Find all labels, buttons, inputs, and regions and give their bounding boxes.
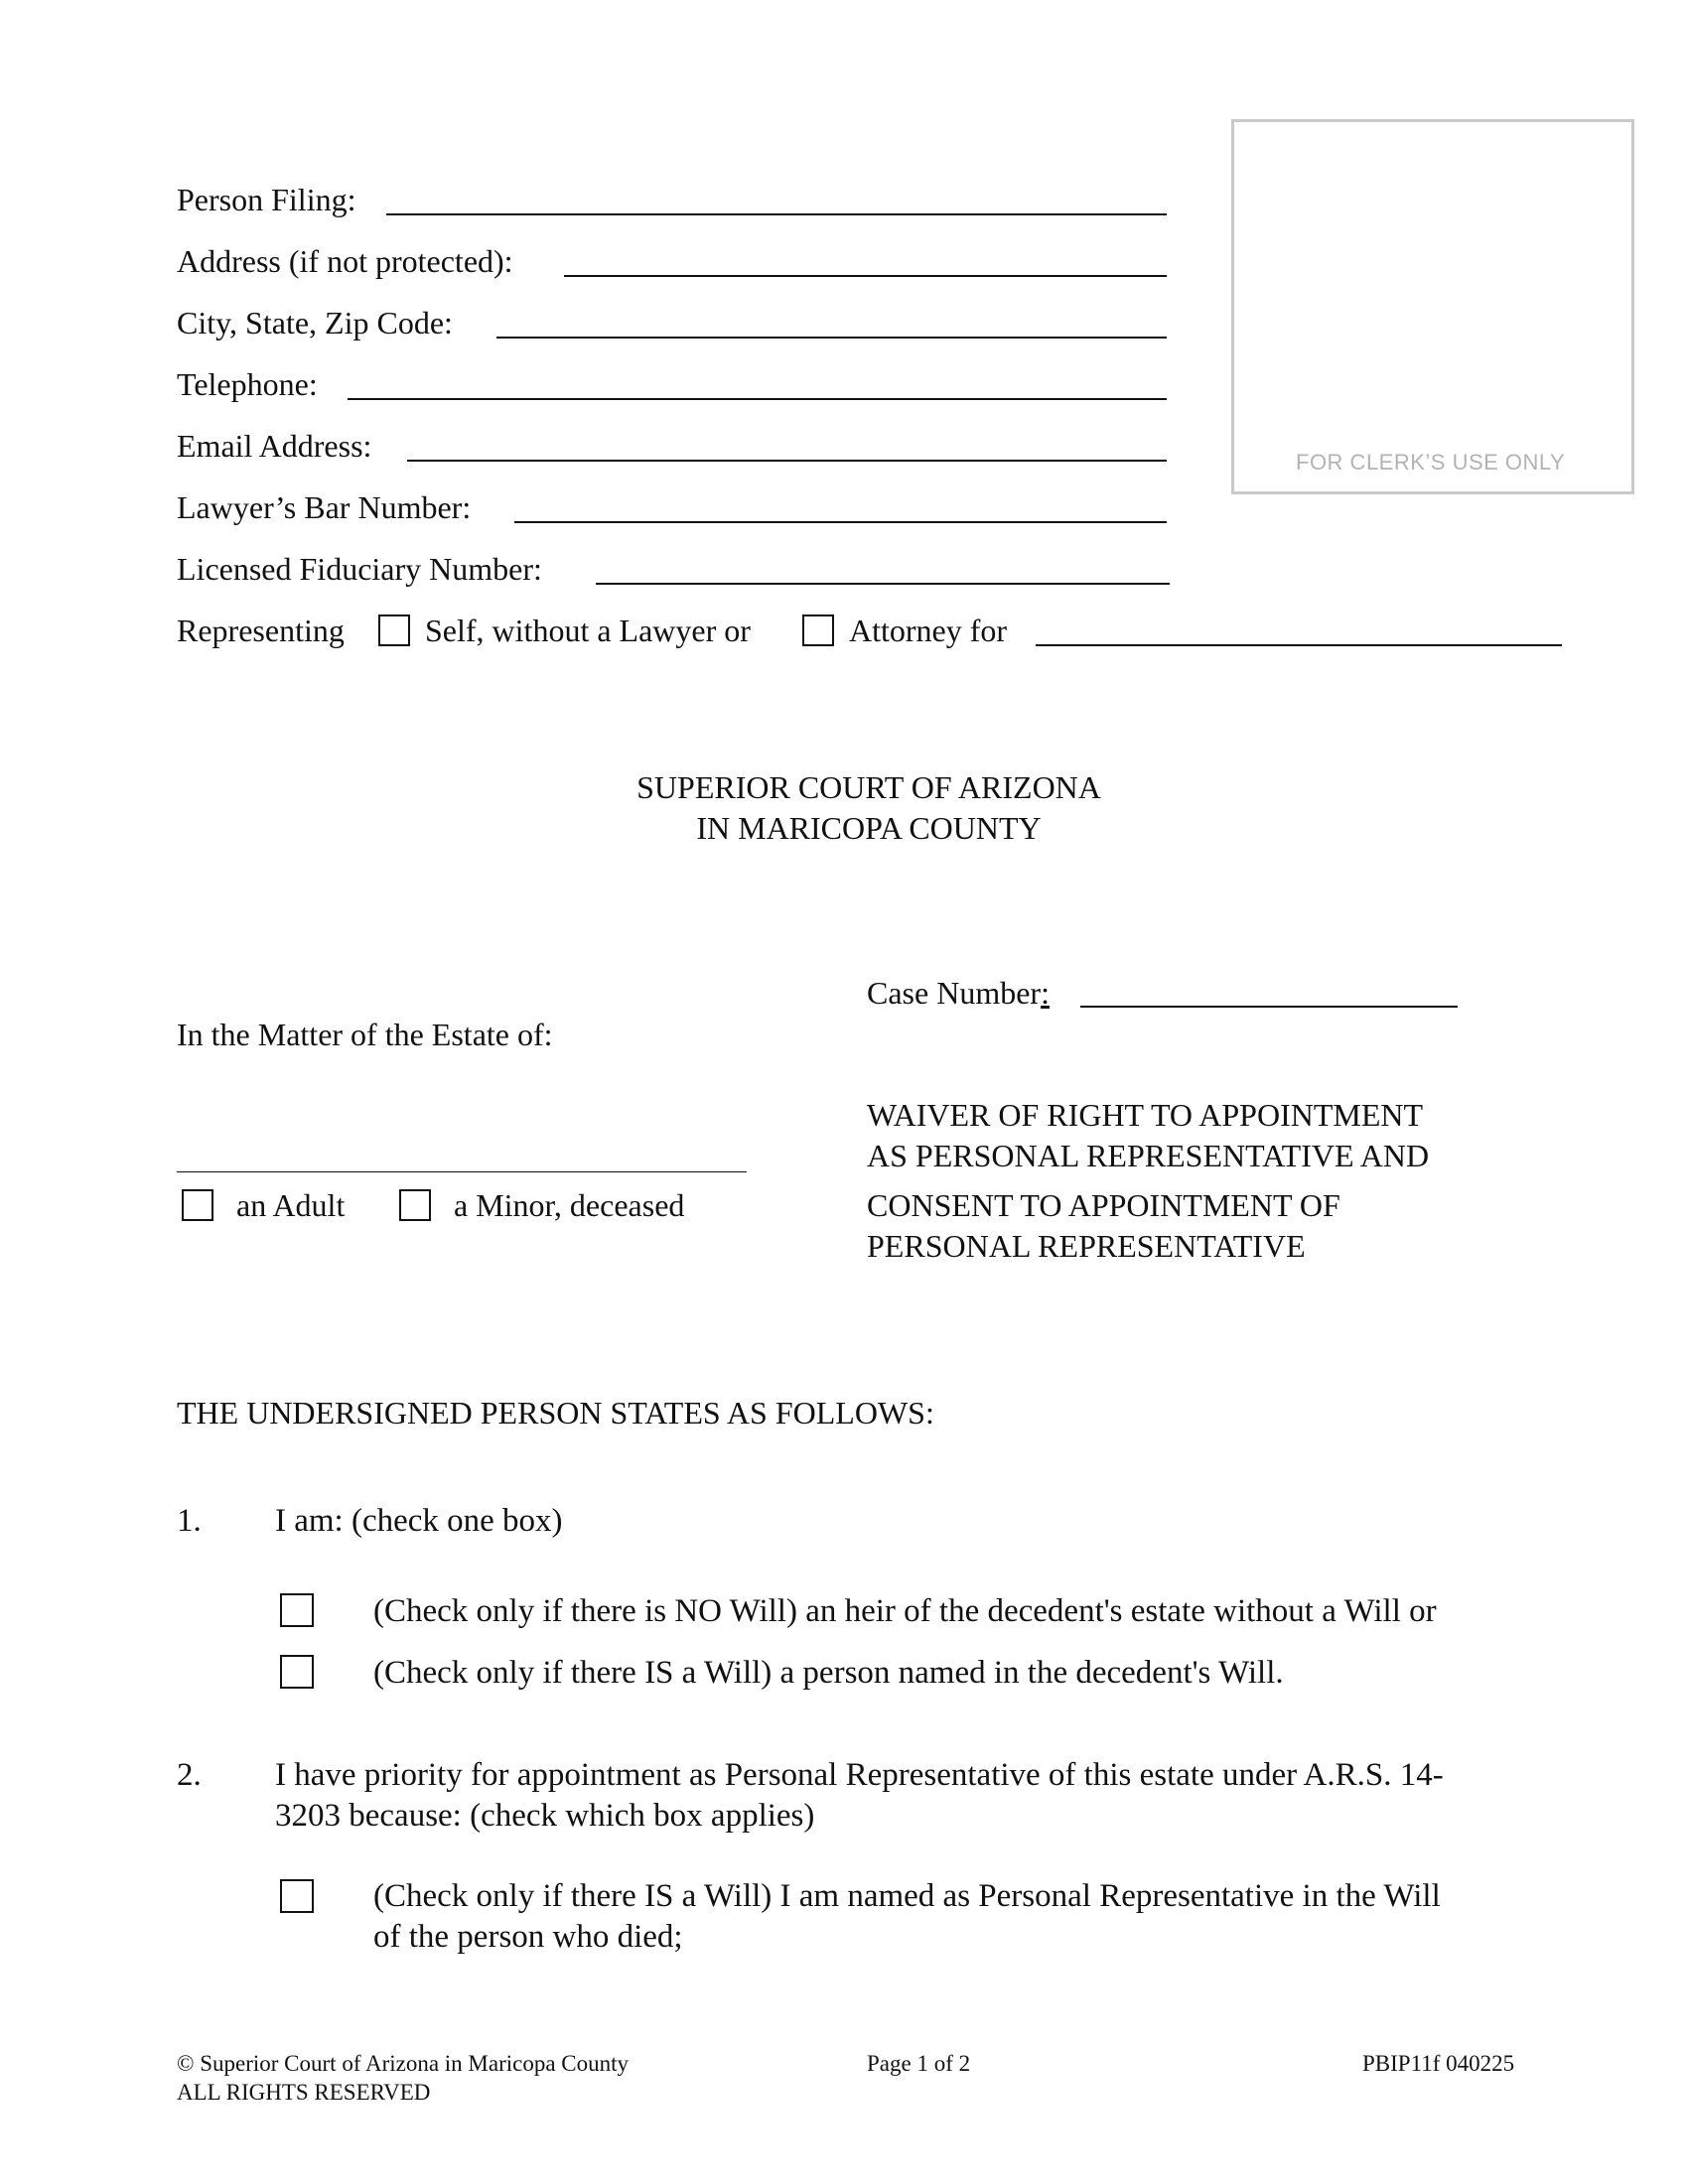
self-checkbox[interactable] <box>378 614 410 646</box>
court-county: IN MARICOPA COUNTY <box>696 810 1042 846</box>
court-name: SUPERIOR COURT OF ARIZONA <box>636 769 1101 805</box>
self-option-label: Self, without a Lawyer or <box>425 613 751 648</box>
item-1-number: 1. <box>177 1503 202 1539</box>
will-named-person-checkbox[interactable] <box>280 1655 314 1689</box>
title-line-3: CONSENT TO APPOINTMENT OF <box>867 1187 1340 1223</box>
case-number-colon: : <box>1041 975 1050 1011</box>
person-filing-label: Person Filing: <box>177 182 356 217</box>
item-2-number: 2. <box>177 1757 202 1793</box>
email-field[interactable] <box>407 460 1167 462</box>
attorney-for-field[interactable] <box>1036 644 1562 646</box>
fiduciary-number-field[interactable] <box>596 583 1170 585</box>
footer-page-number: Page 1 of 2 <box>867 2051 971 2076</box>
item-2-text-line-1: I have priority for appointment as Personal Representative of this estate under A.R.S. 14- <box>275 1757 1444 1793</box>
case-number-label-text: Case Number <box>867 975 1042 1011</box>
item-2-text-line-2: 3203 because: (check which box applies) <box>275 1798 815 1834</box>
footer-copyright: © Superior Court of Arizona in Maricopa County <box>177 2051 630 2076</box>
minor-option-label: a Minor, deceased <box>454 1187 685 1223</box>
city-state-zip-field[interactable] <box>496 337 1167 339</box>
named-pr-checkbox[interactable] <box>280 1879 314 1913</box>
will-named-person-label: (Check only if there IS a Will) a person named in the decedent's Will. <box>373 1655 1284 1691</box>
footer-rights: ALL RIGHTS RESERVED <box>177 2080 431 2105</box>
title-line-1: WAIVER OF RIGHT TO APPOINTMENT <box>867 1097 1424 1133</box>
named-pr-label-line-2: of the person who died; <box>373 1919 683 1955</box>
address-label: Address (if not protected): <box>177 243 513 279</box>
email-label: Email Address: <box>177 428 372 464</box>
person-filing-field[interactable] <box>386 213 1167 215</box>
item-1-text: I am: (check one box) <box>275 1503 563 1539</box>
no-will-heir-label: (Check only if there is NO Will) an heir of the decedent's estate without a Will or <box>373 1593 1437 1629</box>
statement-heading: THE UNDERSIGNED PERSON STATES AS FOLLOWS: <box>177 1395 934 1431</box>
matter-label: In the Matter of the Estate of: <box>177 1017 553 1052</box>
bar-number-label: Lawyer’s Bar Number: <box>177 489 472 525</box>
address-field[interactable] <box>564 275 1167 277</box>
adult-checkbox[interactable] <box>182 1189 213 1221</box>
minor-checkbox[interactable] <box>399 1189 431 1221</box>
telephone-field[interactable] <box>348 398 1167 400</box>
city-state-zip-label: City, State, Zip Code: <box>177 305 453 341</box>
telephone-label: Telephone: <box>177 366 318 402</box>
attorney-option-label: Attorney for <box>849 613 1008 648</box>
title-line-2: AS PERSONAL REPRESENTATIVE AND <box>867 1138 1430 1173</box>
no-will-heir-checkbox[interactable] <box>280 1593 314 1627</box>
title-line-4: PERSONAL REPRESENTATIVE <box>867 1228 1306 1264</box>
fiduciary-number-label: Licensed Fiduciary Number: <box>177 551 542 587</box>
bar-number-field[interactable] <box>514 521 1167 523</box>
adult-option-label: an Adult <box>236 1187 346 1223</box>
named-pr-label-line-1: (Check only if there IS a Will) I am named as Personal Representative in the Will <box>373 1878 1441 1914</box>
clerk-use-label: FOR CLERK’S USE ONLY <box>1296 450 1566 475</box>
clerk-use-box <box>1231 119 1634 494</box>
case-number-field[interactable] <box>1080 1006 1458 1008</box>
footer-form-code: PBIP11f 040225 <box>1362 2051 1515 2076</box>
case-number-label <box>867 973 1050 1013</box>
decedent-name-field[interactable] <box>177 1171 747 1172</box>
attorney-checkbox[interactable] <box>802 614 834 646</box>
representing-label: Representing <box>177 613 345 648</box>
